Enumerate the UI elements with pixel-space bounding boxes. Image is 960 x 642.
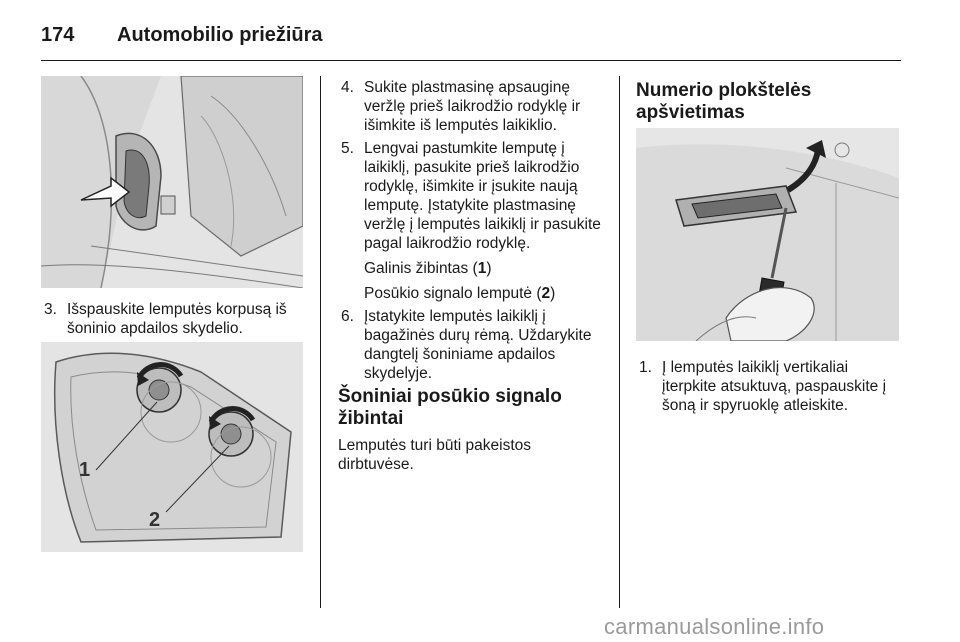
- galinis-line: Galinis žibintas (1): [364, 260, 492, 277]
- section-heading-plate-light: Numerio plokštelės apšvietimas: [636, 80, 812, 123]
- column-divider-left: [320, 76, 321, 608]
- list-item-step-1: 1. Į lemputės laikiklį vertikaliai įterpkite atsuktuvą, paspauskite į šoną ir spyruoklę atleiskite.: [639, 359, 887, 414]
- figure-bulb-holders: [41, 342, 303, 552]
- right-step-list: [636, 358, 900, 419]
- list-item-step-4: 4. Sukite plastmasinę apsauginę veržlę prieš laikrodžio rodyklę ir išimkite iš lemputės laikiklio.: [341, 79, 581, 134]
- figure-label-1: 1: [79, 459, 91, 481]
- page-header: [41, 16, 901, 61]
- left-step-list: [41, 300, 306, 342]
- section-heading-side-turn-signals: Šoniniai posūkio signalo žibintai: [338, 386, 562, 429]
- column-divider-right: [619, 76, 620, 608]
- middle-step-list: [338, 78, 610, 387]
- page-number: 174: [41, 24, 75, 46]
- figure-label-2: 2: [149, 509, 161, 531]
- figure-lamp-housing: [41, 76, 303, 288]
- figure-screwdriver: [636, 128, 899, 341]
- posukio-line: Posūkio signalo lemputė (2): [364, 285, 556, 302]
- page-title: Automobilio priežiūra: [117, 24, 323, 46]
- list-item-step-5: 5. Lengvai pastumkite lemputę į laikiklį, pasukite prieš laikrodžio rodyklę, išimkite ir įsukite naują lemputę. Įstatykite plastmasinę veržlę į lemputės laikiklį ir pasukite pagal laikrodžio rodyklę. Galinis žibintas (1) Posūkio signalo lemputė (2): [338, 139, 610, 303]
- section-paragraph-workshop: Lemputės turi būti pakeistos dirbtuvėse.: [338, 437, 531, 473]
- watermark: carmanualsonline.info: [604, 614, 825, 639]
- list-item-step-3: 3. Išspauskite lemputės korpusą iš šoninio apdailos skydelio.: [44, 301, 287, 337]
- list-item-step-6: 6. Įstatykite lemputės laikiklį į bagažinės durų rėmą. Uždarykite dangtelį šoniniame apdailos skydelyje.: [341, 308, 592, 382]
